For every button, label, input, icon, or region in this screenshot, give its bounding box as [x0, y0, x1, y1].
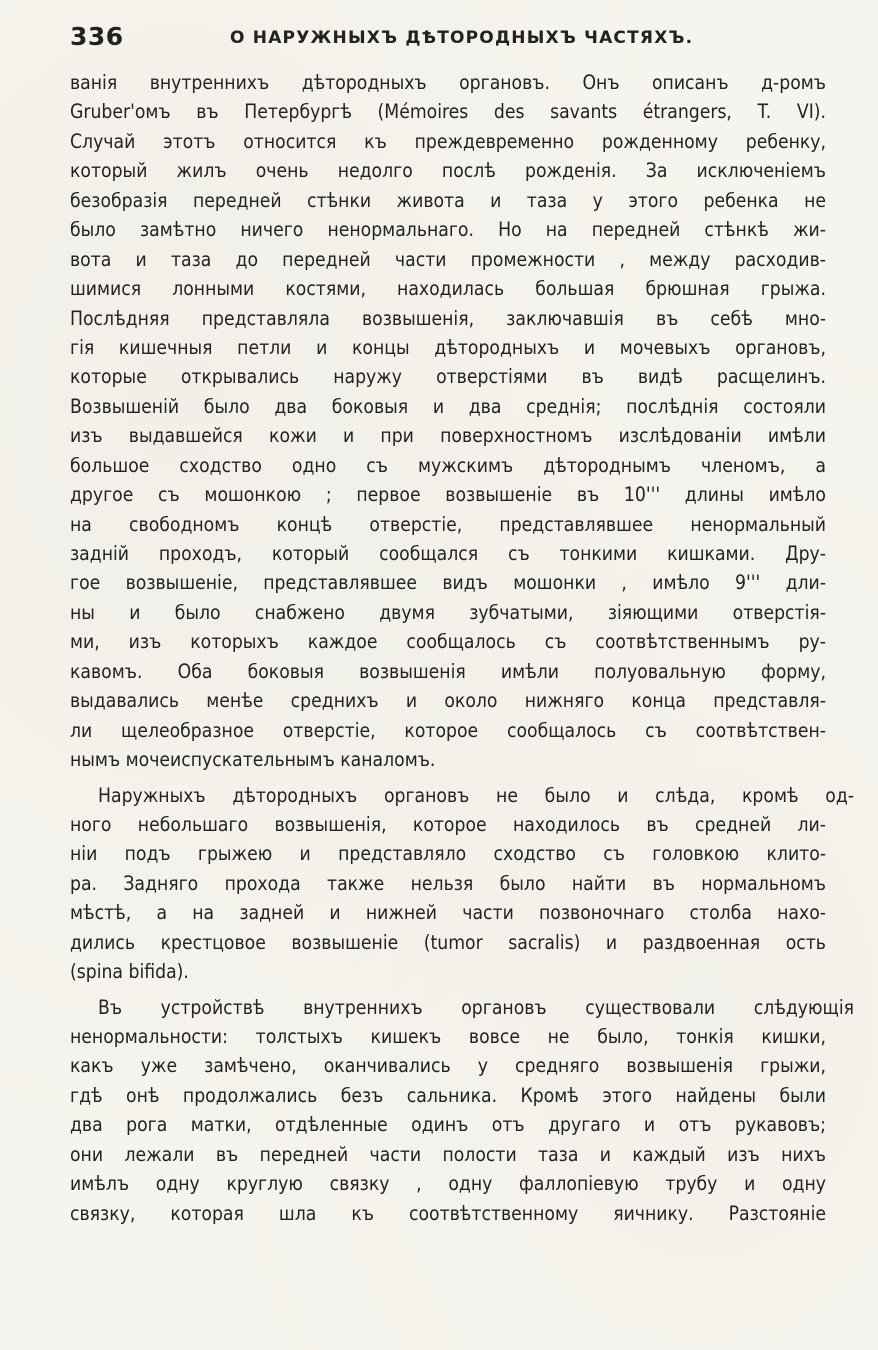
text-line: ніи подъ грыжею и представляло сходство съ головкою клито- [70, 842, 826, 866]
text-line: другое съ мошонкою ; первое возвышеніе въ 10''' длины имѣло [70, 483, 826, 507]
paragraph-2 [70, 781, 854, 987]
text-line: гія кишечныя петли и концы дѣтородныхъ и мочевыхъ органовъ, [70, 335, 826, 359]
paragraph-3 [70, 993, 854, 1229]
body-text [70, 68, 854, 1228]
text-line: ненормальности: толстыхъ кишекъ вовсе не было, тонкія кишки, [70, 1025, 826, 1048]
paragraph-1 [70, 68, 826, 775]
text-line: которые открывались наружу отверстіями въ видѣ расщелинъ. [70, 365, 826, 389]
text-line: имѣлъ одну круглую связку , одну фаллопіевую трубу и одну [70, 1172, 826, 1196]
text-line: они лежали въ передней части полости таза и каждый изъ нихъ [70, 1142, 826, 1166]
page-header [70, 22, 820, 56]
text-line: гое возвышеніе, представлявшее видъ мошонки , имѣло 9''' дли- [70, 571, 826, 595]
text-line: Случай этотъ относится къ преждевременно рожденному ребенку, [70, 129, 826, 153]
running-head: О НАРУЖНЫХЪ ДѢТОРОДНЫХЪ ЧАСТЯХЪ. [230, 28, 694, 48]
text-line: связку, которая шла къ соотвѣтственному яичнику. Разстояніе [70, 1201, 826, 1225]
text-line: ны и было снабжено двумя зубчатыми, зіяющими отверстія- [70, 600, 826, 624]
text-line: (spina bifida). [70, 960, 189, 984]
text-line: шимися лонными костями, находилась большая брюшная грыжа. [70, 277, 826, 301]
text-line: было замѣтно ничего ненормальнаго. Но на передней стѣнкѣ жи- [70, 218, 826, 242]
page-number: 336 [70, 22, 124, 51]
text-line: дились крестцовое возвышеніе (tumor sacralis) и раздвоенная ость [70, 930, 826, 954]
text-line: большое сходство одно съ мужскимъ дѣтороднымъ членомъ, а [70, 453, 826, 477]
text-line: ми, изъ которыхъ каждое сообщалось съ соотвѣтственнымъ ру- [70, 630, 826, 654]
text-line: Въ устройствѣ внутреннихъ органовъ существовали слѣдующія [98, 995, 854, 1019]
text-line: какъ уже замѣчено, оканчивались у средняго возвышенія грыжи, [70, 1054, 826, 1078]
text-line: два рога матки, отдѣленные одинъ отъ другаго и отъ рукавовъ; [70, 1113, 826, 1137]
text-line: ли щелеобразное отверстіе, которое сообщалось съ соотвѣтствен- [70, 718, 826, 742]
text-line: задній проходъ, который сообщался съ тонкими кишками. Дру- [70, 542, 826, 565]
text-line: ванія внутреннихъ дѣтородныхъ органовъ. Онъ описанъ д-ромъ [70, 71, 826, 94]
text-line: ного небольшаго возвышенія, которое находилось въ средней ли- [70, 812, 826, 836]
text-line: изъ выдавшейся кожи и при поверхностномъ изслѣдованіи имѣли [70, 424, 826, 448]
text-line: ра. Задняго прохода также нельзя было найти въ нормальномъ [70, 871, 826, 895]
text-line: который жилъ очень недолго послѣ рожденія. За исключеніемъ [70, 159, 826, 183]
text-line: кавомъ. Оба боковыя возвышенія имѣли полуовальную форму, [70, 659, 826, 683]
text-line: безобразія передней стѣнки живота и таза у этого ребенка не [70, 188, 826, 212]
text-line: Послѣдняя представляла возвышенія, заключавшія въ себѣ мно- [70, 306, 826, 330]
text-line: мѣстѣ, а на задней и нижней части позвоночнаго столба нахо- [70, 901, 826, 925]
text-line: Наружныхъ дѣтородныхъ органовъ не было и слѣда, кромѣ од- [98, 783, 854, 807]
text-line: на свободномъ концѣ отверстіе, представлявшее ненормальный [70, 512, 826, 536]
text-line: гдѣ онѣ продолжались безъ сальника. Кромѣ этого найдены были [70, 1083, 826, 1107]
text-line: вота и таза до передней части промежности , между расходив- [70, 247, 826, 271]
text-line: Возвышеній было два боковыя и два среднія; послѣднія состояли [70, 394, 826, 418]
text-line: Gruber'омъ въ Петербургѣ (Mémoires des savants étrangers, T. VI). [70, 100, 826, 124]
text-line: выдавались менѣе среднихъ и около нижняго конца представля- [70, 689, 826, 713]
text-line: нымъ мочеиспускательнымъ каналомъ. [70, 748, 436, 772]
